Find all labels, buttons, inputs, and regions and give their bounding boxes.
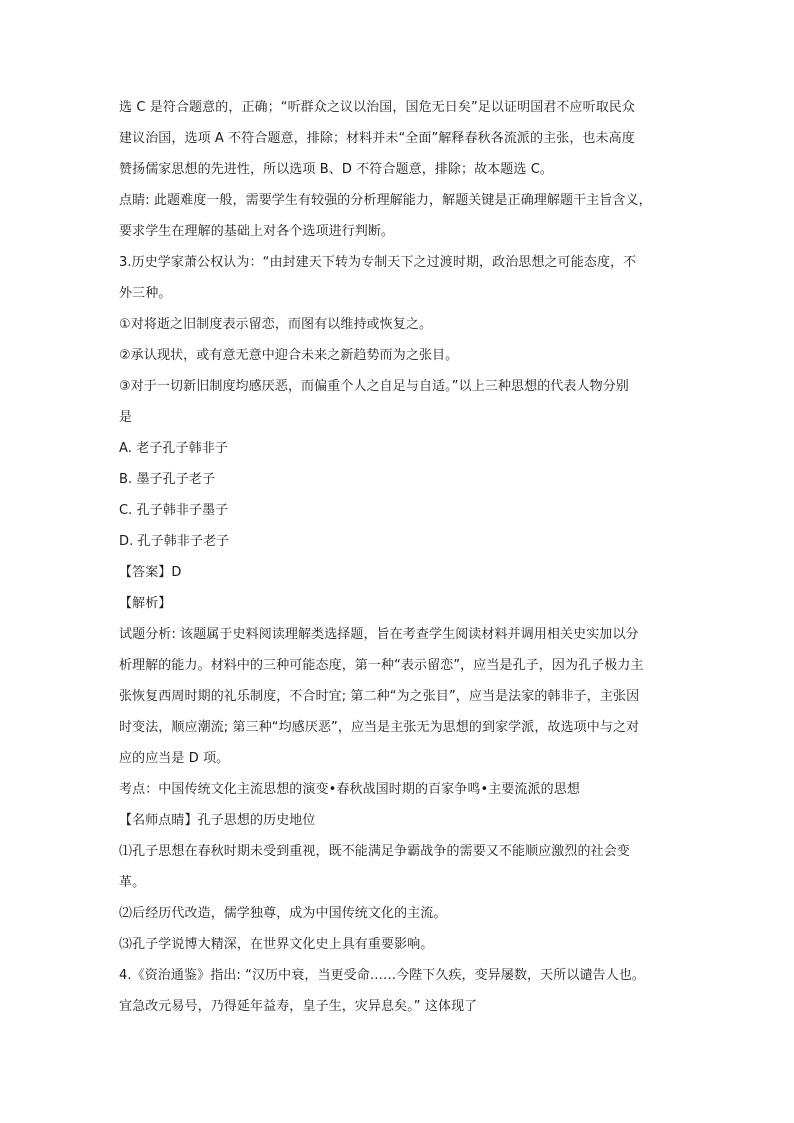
mingshi-line: ⑶孔子学说博大精深，在世界文化史上具有重要影响。 [119,937,434,952]
question-3-point: 是 [119,410,133,425]
question-3-point: ①对将逝之旧制度表示留恋，而图有以维持或恢复之。 [119,317,433,332]
analysis-line: 时变法，顺应潮流; 第三种“均感厌恶”，应当是主张无为思想的到家学派，故选项中与之对 [119,720,640,735]
dianjing-line: 要求学生在理解的基础上对各个选项进行判断。 [119,224,395,239]
kaodian-line: 考点：中国传统文化主流思想的演变•春秋战国时期的百家争鸣•主要流派的思想 [119,782,580,797]
mingshi-line: 革。 [119,875,146,890]
explanation-line: 选 C 是符合题意的，正确；“听群众之议以治国，国危无日矣”足以证明国君不应听取民众 [119,100,636,115]
question-3-point: ②承认现状，或有意无意中迎合未来之新趋势而为之张目。 [119,348,459,363]
option-a: A. 老子孔子韩非子 [119,441,228,456]
mingshi-line: ⑵后经历代改造，儒学独尊，成为中国传统文化的主流。 [119,906,447,921]
analysis-line: 试题分析: 该题属于史料阅读理解类选择题，旨在考查学生阅读材料并调用相关史实加以分 [119,627,639,642]
analysis-title: 【解析】 [119,596,172,611]
explanation-line: 赞扬儒家思想的先进性，所以选项 B、D 不符合题意，排除；故本题选 C。 [119,162,554,177]
mingshi-title: 【名师点睛】孔子思想的历史地位 [119,813,316,828]
analysis-line: 析理解的能力。材料中的三种可能态度，第一种“表示留恋”，应当是孔子，因为孔子极力主 [119,658,644,673]
option-b: B. 墨子孔子老子 [119,472,216,487]
question-3-point: ③对于一切新旧制度均感厌恶，而偏重个人之自足与自适。”以上三种思想的代表人物分别 [119,379,629,394]
answer-label: 【答案】D [119,565,182,580]
analysis-line: 应的应当是 D 项。 [119,751,230,766]
question-4-stem: 宜急改元易号，乃得延年益寿，皇子生，灾异息矣。” 这体现了 [119,999,478,1014]
mingshi-line: ⑴孔子思想在春秋时期未受到重视，既不能满足争霸战争的需要又不能顺应激烈的社会变 [119,844,630,859]
question-3-stem: 3.历史学家萧公权认为：“由封建天下转为专制天下之过渡时期，政治思想之可能态度，不 [119,255,637,270]
dianjing-line: 点睛: 此题难度一般，需要学生有较强的分析理解能力，解题关键是正确理解题干主旨含义， [119,193,652,208]
option-c: C. 孔子韩非子墨子 [119,503,229,518]
analysis-line: 张恢复西周时期的礼乐制度，不合时宜; 第二种“为之张目”，应当是法家的韩非子，主张因 [119,689,640,704]
question-4-stem: 4.《资治通鉴》指出: “汉历中衰，当更受命……今陛下久疾，变异屡数，天所以谴告人也。 [119,968,645,983]
question-3-stem: 外三种。 [119,286,172,301]
explanation-line: 建议治国，选项 A 不符合题意，排除；材料并未“全面”解释春秋各流派的主张，也未高度 [119,131,635,146]
document-page [119,98,679,1028]
option-d: D. 孔子韩非子老子 [119,534,230,549]
